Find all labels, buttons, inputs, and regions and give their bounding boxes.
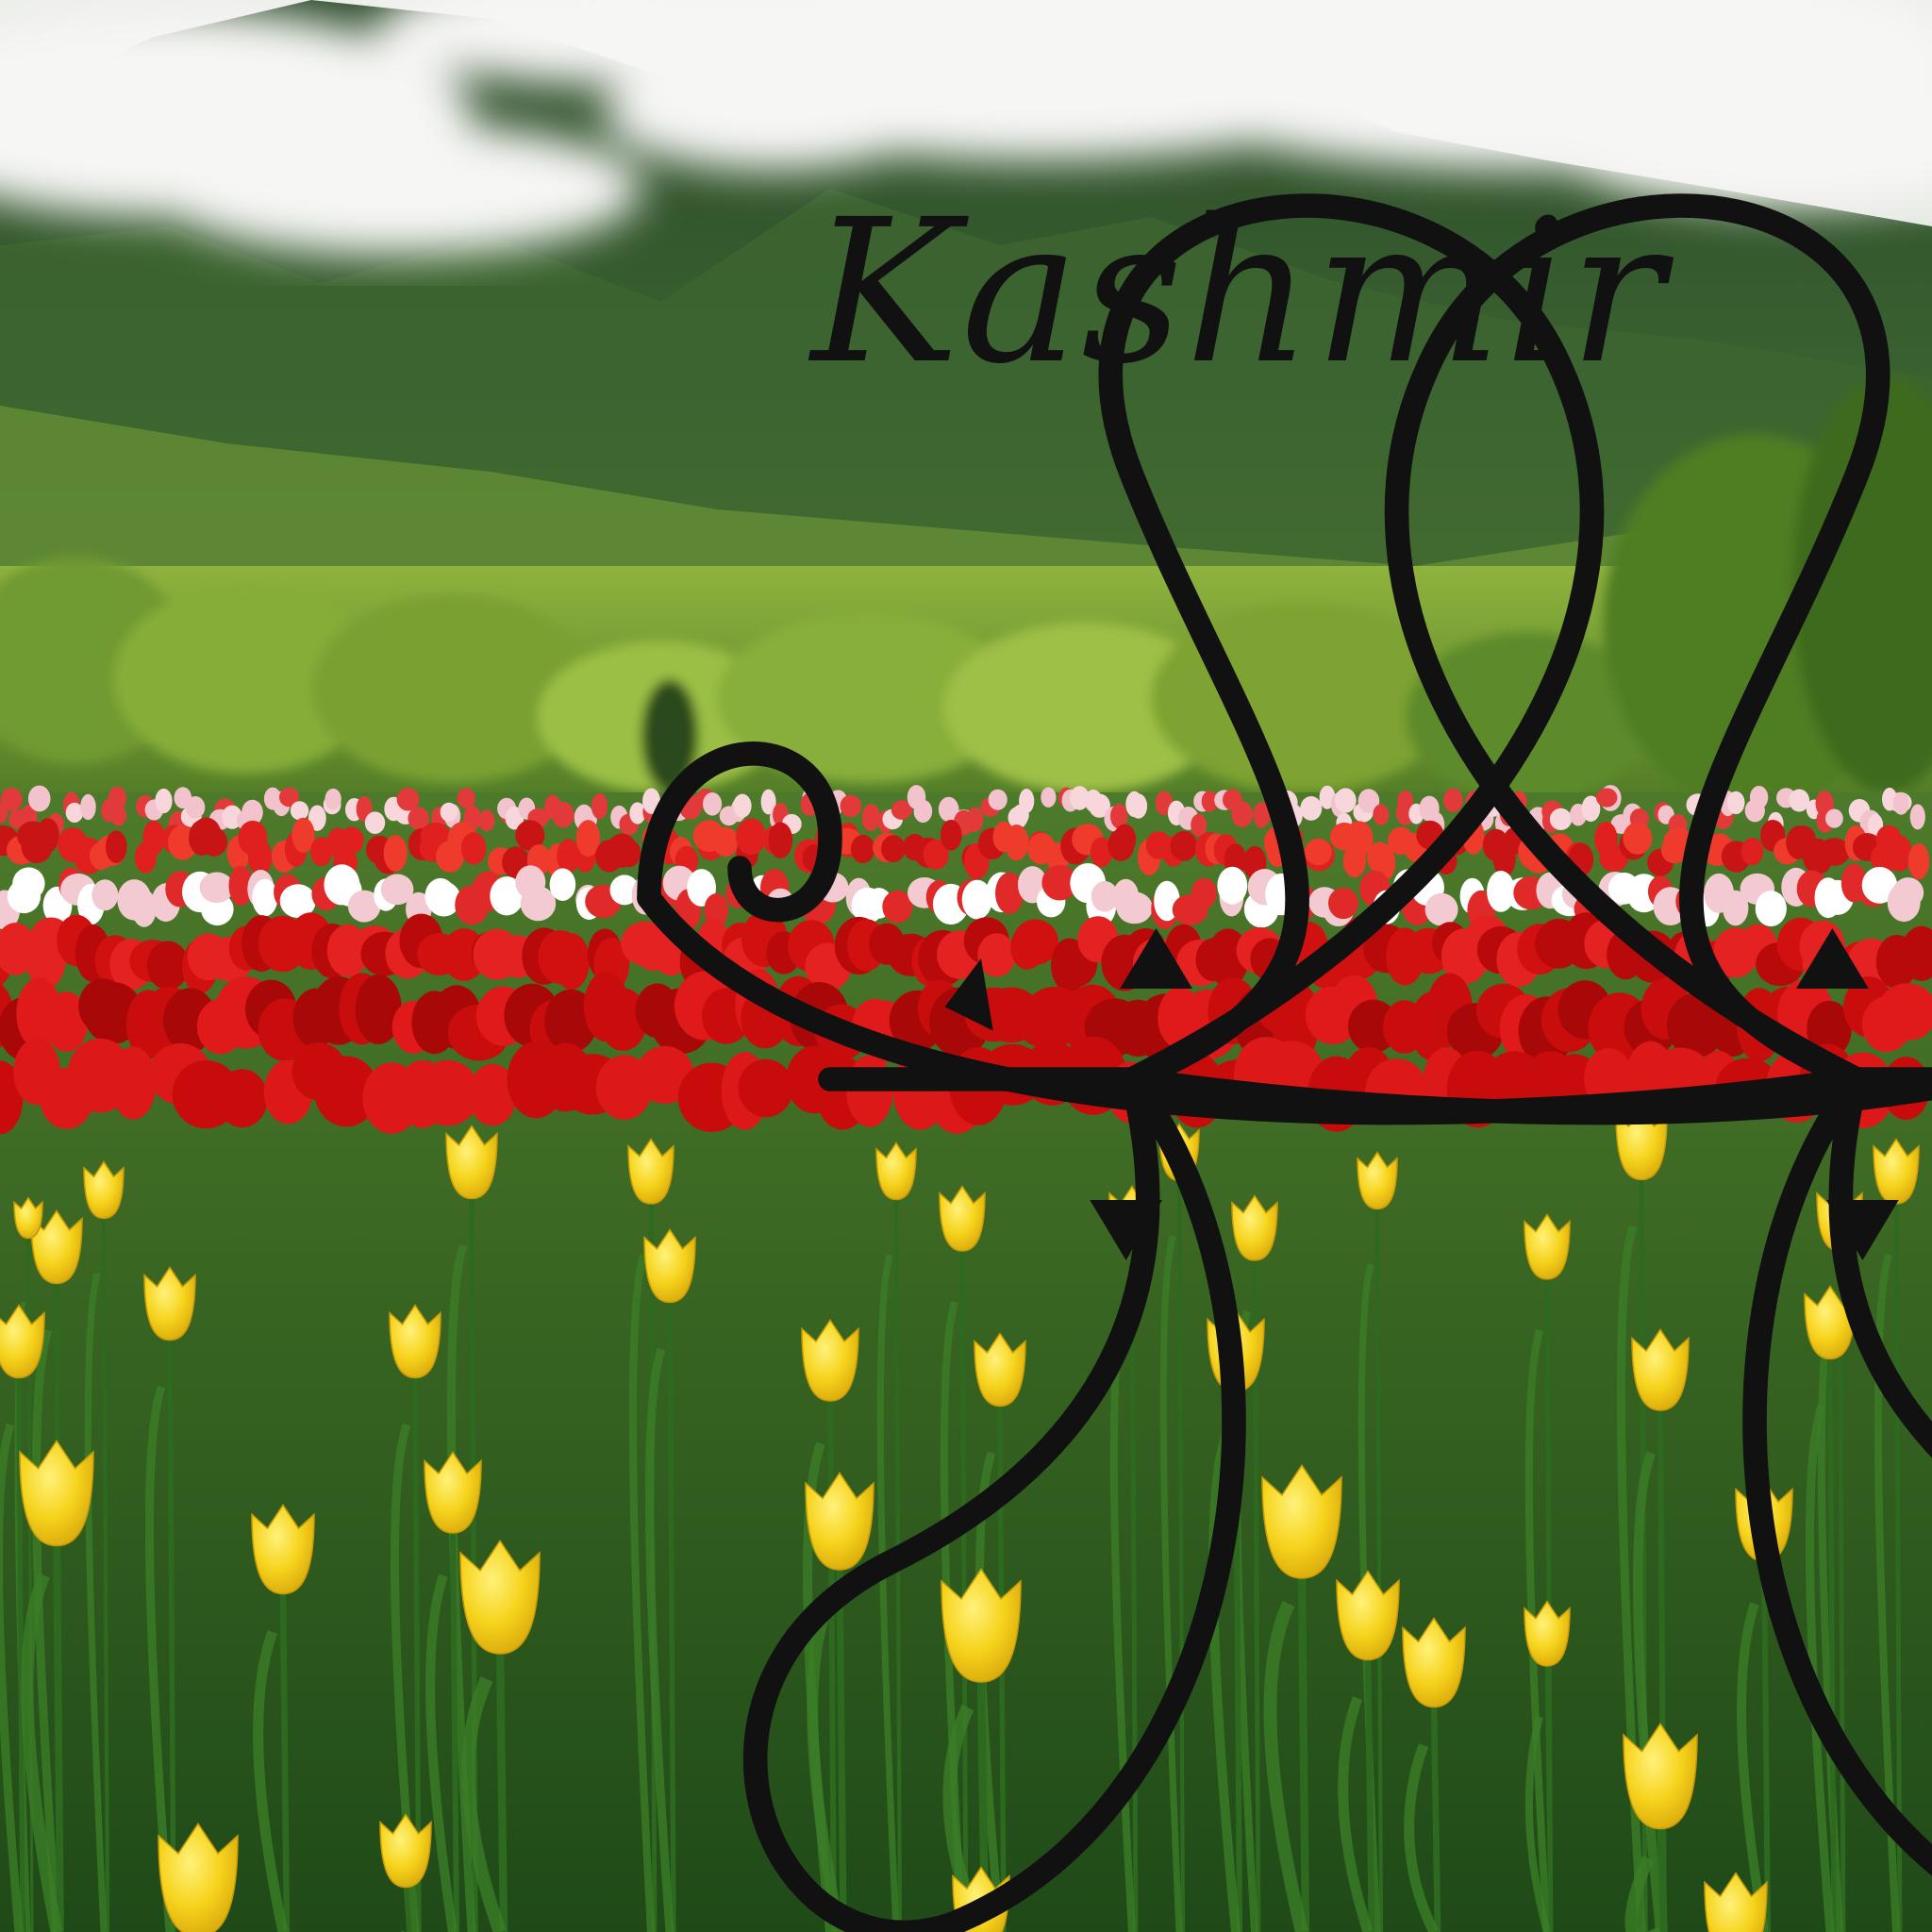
tulip-blossom bbox=[340, 826, 364, 854]
tulip-blossom bbox=[80, 794, 96, 820]
tulip-blossom bbox=[1, 788, 23, 811]
tulip-blossom bbox=[217, 1069, 268, 1127]
tulip-stem bbox=[57, 1541, 60, 1932]
tulip-blossom bbox=[92, 879, 118, 910]
tulip-blossom bbox=[186, 796, 206, 819]
tulip-blossom bbox=[155, 789, 172, 813]
tulip-blossom bbox=[28, 786, 51, 812]
tulip-stem bbox=[453, 1529, 457, 1932]
title-kashmir: Kashmir bbox=[811, 176, 1666, 408]
tulip-blossom bbox=[142, 821, 164, 856]
tulip-blossom bbox=[365, 811, 385, 834]
tulip-blossom bbox=[291, 801, 308, 820]
tulip-stem bbox=[500, 1648, 504, 1932]
title-group bbox=[528, 113, 1887, 415]
tulip-blossom bbox=[325, 789, 341, 809]
tulip-blossom bbox=[108, 787, 126, 810]
tulip-blossom bbox=[106, 830, 127, 863]
tulip-blossom bbox=[478, 810, 494, 832]
tulip-blossom bbox=[36, 818, 58, 853]
tulip-blossom bbox=[12, 867, 44, 900]
tulip-blossom bbox=[426, 881, 460, 916]
tulip-blossom bbox=[397, 788, 420, 810]
tulip-blossom bbox=[201, 827, 227, 857]
right-flourish-icon bbox=[528, 113, 1932, 1932]
tulip-blossom bbox=[384, 835, 408, 872]
tulip-blossom bbox=[252, 879, 277, 917]
tulip-blossom bbox=[461, 832, 487, 864]
tulip-blossom bbox=[200, 873, 234, 904]
tulip-blossom bbox=[458, 788, 475, 808]
tulip-stem bbox=[283, 1590, 287, 1932]
tulip-blossom bbox=[110, 1047, 157, 1120]
tulip-blossom bbox=[441, 803, 458, 822]
